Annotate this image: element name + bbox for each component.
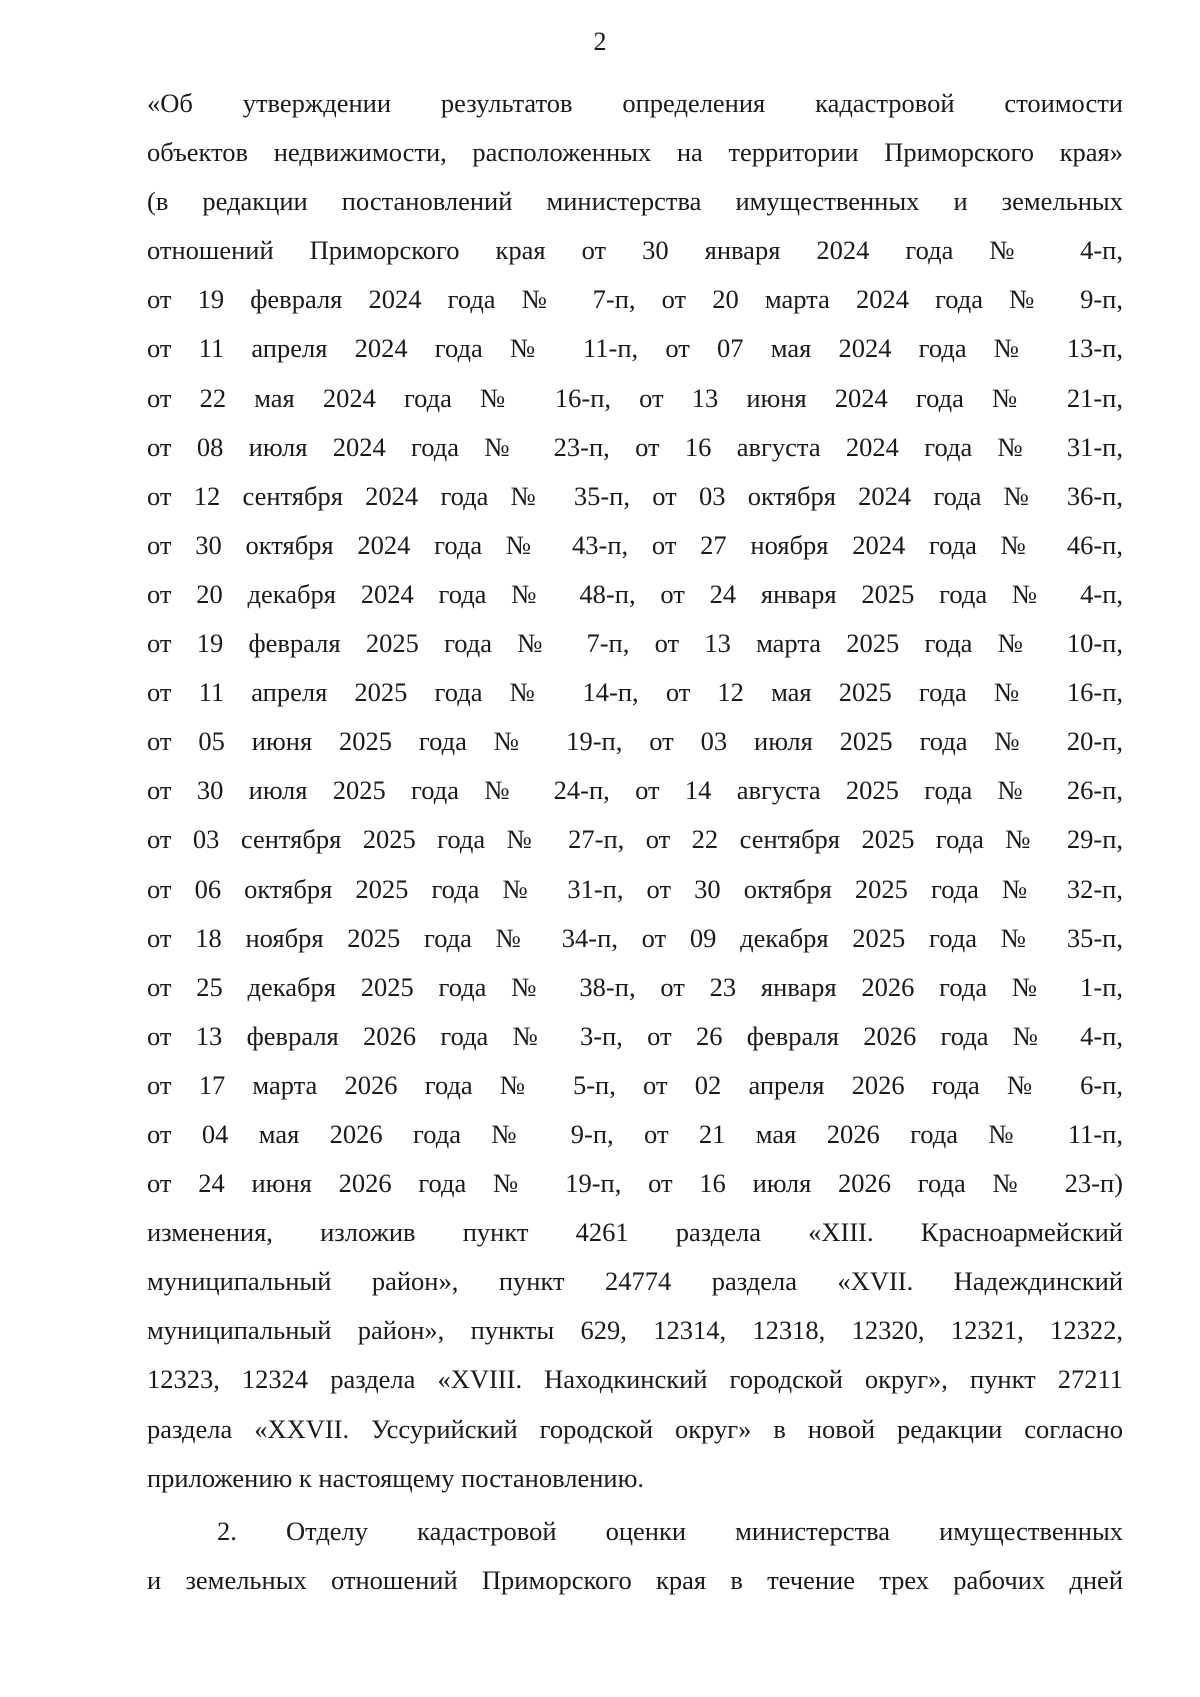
text-line: приложению к настоящему постановлению. [147,1462,645,1493]
text-line: 12323, 12324 раздела «XVIII. Находкинский городской округ», пункт 27211 [147,1364,1123,1395]
text-line: от 11 апреля 2025 года № 14-п, от 12 мая 2025 года № 16-п, [147,677,1123,708]
text-line: от 30 октября 2024 года № 43-п, от 27 ноября 2024 года № 46-п, [147,529,1123,560]
text-line: от 03 сентября 2025 года № 27-п, от 22 сентября 2025 года № 29-п, [147,824,1123,855]
text-line: от 18 ноября 2025 года № 34-п, от 09 декабря 2025 года № 35-п, [147,922,1123,953]
text-line: объектов недвижимости, расположенных на территории Приморского края» [147,137,1123,168]
text-line: от 24 июня 2026 года № 19-п, от 16 июля 2026 года № 23-п) [147,1168,1123,1199]
text-line: муниципальный район», пункт 24774 раздела «XVII. Надеждинский [147,1266,1123,1297]
text-line: от 17 марта 2026 года № 5-п, от 02 апреля 2026 года № 6-п, [147,1069,1123,1100]
text-line: от 30 июля 2025 года № 24-п, от 14 августа 2025 года № 26-п, [147,775,1123,806]
text-line: «Об утверждении результатов определения кадастровой стоимости [147,88,1123,118]
text-line: от 04 мая 2026 года № 9-п, от 21 мая 2026 года № 11-п, [147,1118,1123,1149]
text-line: от 06 октября 2025 года № 31-п, от 30 октября 2025 года № 32-п, [147,873,1123,904]
text-line: и земельных отношений Приморского края в течение трех рабочих дней [147,1564,1123,1595]
document-body [147,79,1123,1605]
text-line: от 25 декабря 2025 года № 38-п, от 23 января 2026 года № 1-п, [147,971,1123,1002]
text-line: от 05 июня 2025 года № 19-п, от 03 июля 2025 года № 20-п, [147,726,1123,757]
page-number: 2 [593,27,607,56]
text-line: 2. Отделу кадастровой оценки министерства имущественных [217,1515,1123,1546]
text-line: от 12 сентября 2024 года № 35-п, от 03 октября 2024 года № 36-п, [147,480,1123,511]
text-line: раздела «XXVII. Уссурийский городской округ» в новой редакции согласно [147,1413,1123,1444]
text-line: от 19 февраля 2025 года № 7-п, от 13 марта 2025 года № 10-п, [147,628,1123,659]
paragraph-1 [147,79,1123,1503]
text-line: отношений Приморского края от 30 января 2024 года № 4-п, [147,235,1123,266]
paragraph-2 [147,1507,1123,1605]
text-line: от 11 апреля 2024 года № 11-п, от 07 мая 2024 года № 13-п, [147,333,1123,364]
text-line: муниципальный район», пункты 629, 12314, 12318, 12320, 12321, 12322, [147,1315,1123,1346]
text-line: (в редакции постановлений министерства имущественных и земельных [147,186,1123,217]
text-line: от 08 июля 2024 года № 23-п, от 16 августа 2024 года № 31-п, [147,431,1123,462]
text-line: от 20 декабря 2024 года № 48-п, от 24 января 2025 года № 4-п, [147,578,1123,609]
text-line: от 22 мая 2024 года № 16-п, от 13 июня 2024 года № 21-п, [147,382,1123,413]
text-line: изменения, изложив пункт 4261 раздела «XIII. Красноармейский [147,1217,1123,1248]
text-line: от 13 февраля 2026 года № 3-п, от 26 февраля 2026 года № 4-п, [147,1020,1123,1051]
text-line: от 19 февраля 2024 года № 7-п, от 20 марта 2024 года № 9-п, [147,284,1123,315]
